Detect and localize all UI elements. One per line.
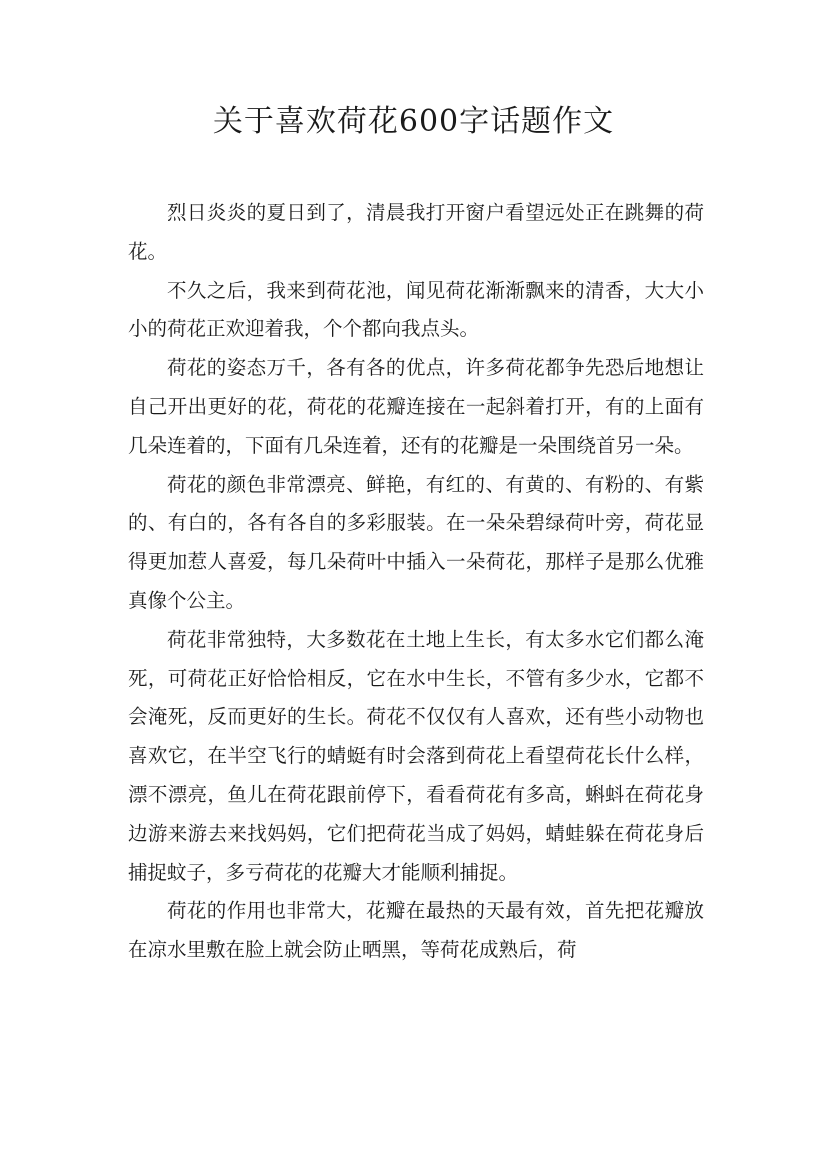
paragraph-3: 荷花的姿态万千，各有各的优点，许多荷花都争先恐后地想让自己开出更好的花，荷花的花瓣连接在一起斜着打开，有的上面有几朵连着的，下面有几朵连着，还有的花瓣是一朵围绕首另一朵。: [128, 356, 704, 457]
essay-body: [128, 194, 704, 970]
paragraph-1: 烈日炎炎的夏日到了，清晨我打开窗户看望远处正在跳舞的荷花。: [128, 201, 704, 263]
document-title: 关于喜欢荷花600字话题作文: [212, 104, 615, 139]
paragraph-6: 荷花的作用也非常大，花瓣在最热的天最有效，首先把花瓣放在凉水里敷在脸上就会防止晒黑，等荷花成熟后，荷: [128, 899, 704, 962]
paragraph-5: 荷花非常独特，大多数花在土地上生长，有太多水它们都么淹死，可荷花正好恰恰相反，它在水中生长，不管有多少水，它都不会淹死，反而更好的生长。荷花不仅仅有人喜欢，还有些小动物也喜欢它，在半空飞行的蜻蜓有时会落到荷花上看望荷花长什么样，漂不漂亮，鱼儿在荷花跟前停下，看看荷花有多高，蝌蚪在荷花身边游来游去来找妈妈，它们把荷花当成了妈妈，蜻蛙躲在荷花身后捕捉蚊子，多亏荷花的花瓣大才能顺利捕捉。: [128, 627, 704, 884]
paragraph-4: 荷花的颜色非常漂亮、鲜艳，有红的、有黄的、有粉的、有紫的、有白的，各有各自的多彩服装。在一朵朵碧绿荷叶旁，荷花显得更加惹人喜爱，每几朵荷叶中插入一朵荷花，那样子是那么优雅真像个公主。: [128, 472, 704, 612]
paragraph-2: 不久之后，我来到荷花池，闻见荷花渐渐飘来的清香，大大小小的荷花正欢迎着我，个个都向我点头。: [128, 278, 704, 341]
